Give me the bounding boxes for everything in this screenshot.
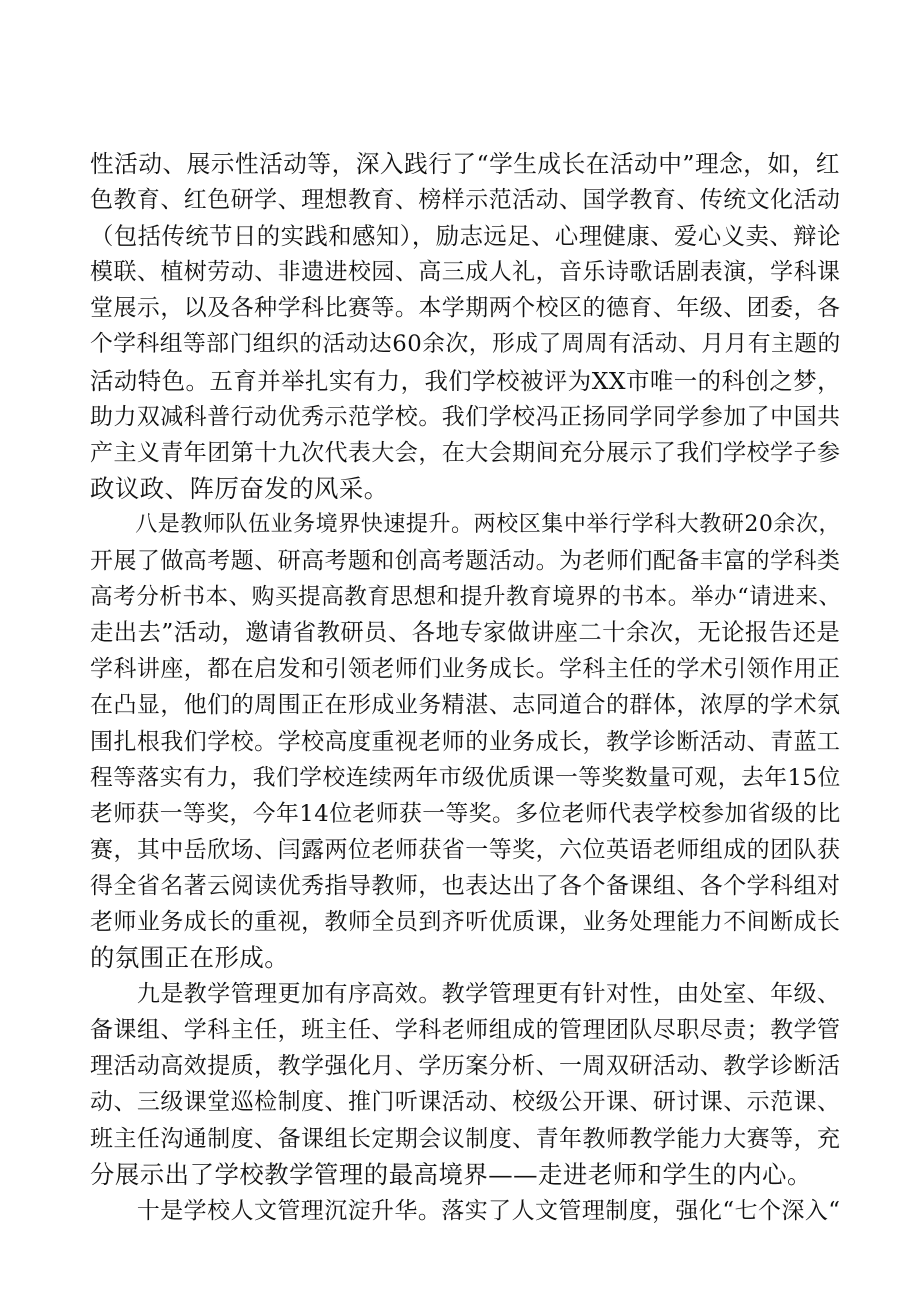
text-line: 色教育、红色研学、理想教育、榜样示范活动、国学教育、传统文化活动 bbox=[90, 187, 841, 214]
text-line: 备课组、学科主任，班主任、学科老师组成的管理团队尽职尽责；教学管 bbox=[90, 1017, 841, 1044]
text-line: 产主义青年团第十九次代表大会，在大会期间充分展示了我们学校学子参 bbox=[90, 439, 841, 466]
text-line: 在凸显，他们的周围正在形成业务精湛、志同道合的群体，浓厚的学术氛 bbox=[90, 692, 841, 719]
text-line: 班主任沟通制度、备课组长定期会议制度、青年教师教学能力大赛等，充 bbox=[90, 1125, 841, 1152]
text-line: 活动特色。五育并举扎实有力，我们学校被评为XX市唯一的科创之梦， bbox=[90, 366, 842, 395]
text-line: 助力双减科普行动优秀示范学校。我们学校冯正扬同学同学参加了中国共 bbox=[90, 403, 841, 430]
text-line: 老师获一等奖，今年14位老师获一等奖。多位老师代表学校参加省级的比 bbox=[90, 800, 841, 827]
text-line: 围扎根我们学校。学校高度重视老师的业务成长，教学诊断活动、青蓝工 bbox=[90, 728, 841, 755]
text-line: 老师业务成长的重视，教师全员到齐听优质课，业务处理能力不间断成长 bbox=[90, 908, 841, 935]
text-line: 模联、植树劳动、非遗进校园、高三成人礼，音乐诗歌话剧表演，学科课 bbox=[90, 259, 841, 286]
text-line: 堂展示，以及各种学科比赛等。本学期两个校区的德育、年级、团委，各 bbox=[90, 295, 841, 322]
body-text bbox=[90, 146, 840, 1229]
text-line: 理活动高效提质，教学强化月、学历案分析、一周双研活动、教学诊断活 bbox=[90, 1053, 841, 1080]
text-line: 得全省名著云阅读优秀指导教师，也表达出了各个备课组、各个学科组对 bbox=[90, 872, 841, 899]
text-line: 的氛围正在形成。 bbox=[90, 943, 290, 973]
paragraph-start-line: 九是教学管理更加有序高效。教学管理更有针对性，由处室、年级、 bbox=[90, 981, 841, 1008]
paragraph-start-line: 八是教师队伍业务境界快速提升。两校区集中举行学科大教研20余次， bbox=[90, 511, 842, 537]
text-line: 走出去”活动，邀请省教研员、各地专家做讲座二十余次，无论报告还是 bbox=[90, 619, 841, 647]
text-line: 程等落实有力，我们学校连续两年市级优质课一等奖数量可观，去年15位 bbox=[90, 764, 841, 791]
text-line: 政议政、阵厉奋发的风采。 bbox=[90, 473, 389, 503]
text-line: 性活动、展示性活动等，深入践行了“学生成长在活动中”理念，如，红 bbox=[90, 150, 840, 178]
text-line: （包括传统节日的实践和感知），励志远足、心理健康、爱心义卖、辩论 bbox=[90, 222, 841, 251]
text-line: 动、三级课堂巡检制度、推门听课活动、校级公开课、研讨课、示范课、 bbox=[90, 1089, 841, 1116]
text-line: 开展了做高考题、研高考题和创高考题活动。为老师们配备丰富的学科类 bbox=[90, 548, 841, 575]
text-line: 个学科组等部门组织的活动达60余次，形成了周周有活动、月月有主题的 bbox=[90, 331, 841, 358]
text-line: 赛，其中岳欣场、闫露两位老师获省一等奖，六位英语老师组成的团队获 bbox=[90, 836, 841, 863]
text-line: 高考分析书本、购买提高教育思想和提升教育境界的书本。举办“请进来、 bbox=[90, 584, 842, 611]
text-line: 学科讲座，都在启发和引领老师们业务成长。学科主任的学术引领作用正 bbox=[90, 656, 841, 683]
text-line: 分展示出了学校教学管理的最高境界——走进老师和学生的内心。 bbox=[90, 1159, 812, 1189]
paragraph-start-line: 十是学校人文管理沉淀升华。落实了人文管理制度，强化“七个深入“ bbox=[90, 1197, 841, 1224]
